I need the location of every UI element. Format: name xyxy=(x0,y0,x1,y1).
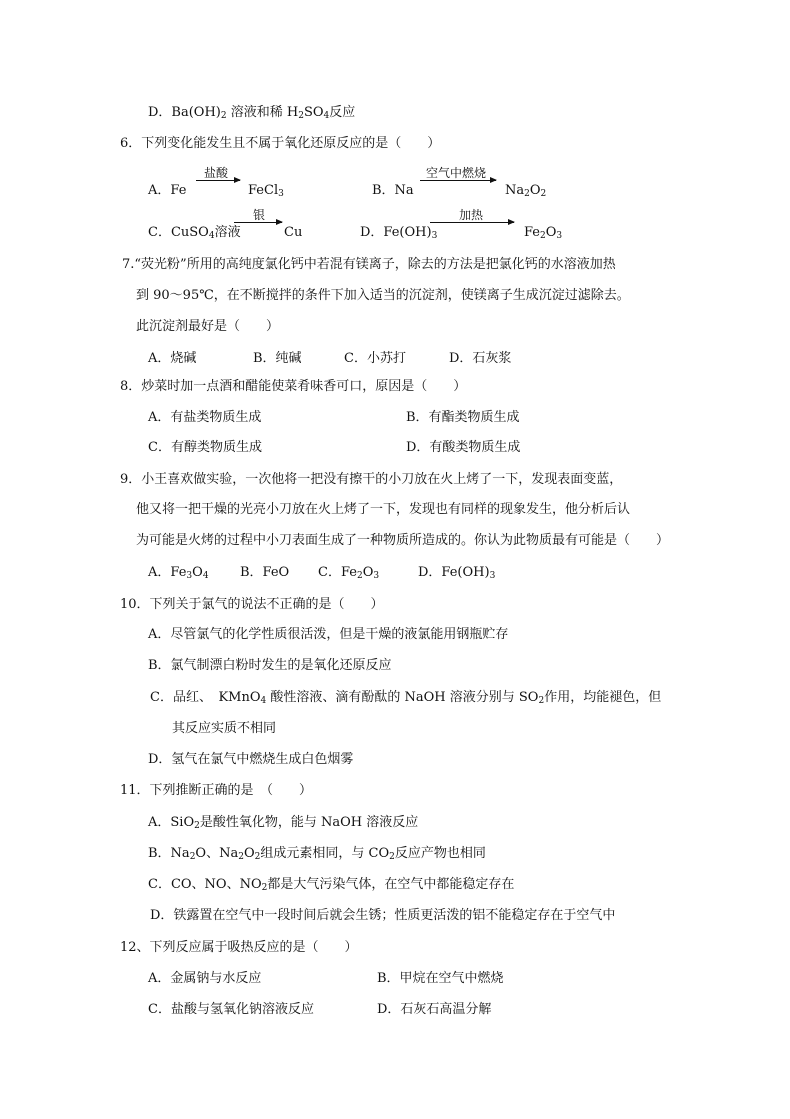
q10-option-b: B．氯气制漂白粉时发生的是氧化还原反应 xyxy=(148,658,392,673)
q6-option-d-condition: 加热 xyxy=(459,208,484,222)
q8-option-c: C．有醇类物质生成 xyxy=(148,440,262,455)
q10-stem: 10．下列关于氯气的说法不正确的是（ ） xyxy=(120,597,384,612)
q10-option-c: C．品红、 KMnO$_4$ 酸性溶液、滴有酚酞的 NaOH 溶液分别与 $SO_2$作用，均能褪色，但 xyxy=(150,690,662,706)
q12-stem: 12、下列反应属于吸热反应的是（ ） xyxy=(120,940,358,955)
q6-option-d-reactant: D．$Fe(OH)_3$ xyxy=(360,225,438,241)
q6-option-c-reactant: C．CuSO$_4$溶液 xyxy=(148,225,241,241)
q5-option-d: D．$Ba(OH)_2$ 溶液和稀 $H_2SO_4$反应 xyxy=(148,105,356,121)
q6-option-a-product: FeCl$_3$ xyxy=(248,183,284,199)
q10-option-c-continued: 其反应实质不相同 xyxy=(172,721,277,736)
q7-stem-line-3: 此沉淀剂最好是（ ） xyxy=(136,319,280,334)
q12-option-a: A．金属钠与水反应 xyxy=(148,971,262,986)
q9-option-d: D．$Fe(OH)_3$ xyxy=(418,565,496,581)
q6-option-b-reactant: B．Na xyxy=(372,183,414,198)
q7-option-a: A．烧碱 xyxy=(148,351,197,366)
q12-option-d: D．石灰石高温分解 xyxy=(377,1002,492,1017)
q9-stem-line-3: 为可能是火烤的过程中小刀表面生成了一种物质所造成的。你认为此物质最有可能是（ ） xyxy=(136,533,670,548)
q6-option-a-reactant: A．Fe xyxy=(148,183,187,198)
q6-stem: 6．下列变化能发生且不属于氧化还原反应的是（ ） xyxy=(120,136,441,151)
q11-stem: 11．下列推断正确的是 （ ） xyxy=(120,783,313,798)
q11-option-a: A．SiO$_2$是酸性氧化物，能与 NaOH 溶液反应 xyxy=(148,815,419,831)
q7-option-c: C．小苏打 xyxy=(344,351,406,366)
q6-option-c-product: Cu xyxy=(284,225,303,240)
q9-option-c: C．$Fe_2O_3$ xyxy=(318,565,380,581)
q10-option-d: D．氢气在氯气中燃烧生成白色烟雾 xyxy=(148,752,354,767)
q7-stem-line-2: 到 90～95℃，在不断搅拌的条件下加入适当的沉淀剂，使镁离子生成沉淀过滤除去。 xyxy=(136,288,630,303)
q11-option-b: B．$Na_2O$、$Na_2O_2$组成元素相同，与 $CO_2$反应产物也相同 xyxy=(148,846,486,862)
q9-stem-line-1: 9．小王喜欢做实验，一次他将一把没有擦干的小刀放在火上烤了一下，发现表面变蓝， xyxy=(120,472,623,487)
q10-option-a: A．尽管氯气的化学性质很活泼，但是干燥的液氯能用钢瓶贮存 xyxy=(148,627,509,642)
q6-option-c-condition: 银 xyxy=(253,208,266,222)
q9-option-a: A．$Fe_3O_4$ xyxy=(148,565,209,581)
q8-option-d: D．有酸类物质生成 xyxy=(406,440,521,455)
q7-option-d: D．石灰浆 xyxy=(449,351,512,366)
q12-option-b: B．甲烷在空气中燃烧 xyxy=(377,971,504,986)
q6-option-d-product: $Fe_2O_3$ xyxy=(524,225,563,241)
q6-option-d-arrow xyxy=(430,222,514,223)
q11-option-d: D．铁露置在空气中一段时间后就会生锈；性质更活泼的铝不能稳定存在于空气中 xyxy=(150,908,616,923)
q9-stem-line-2: 他又将一把干燥的光亮小刀放在火上烤了一下，发现也有同样的现象发生，他分析后认 xyxy=(136,502,631,517)
q6-option-b-arrow xyxy=(420,180,496,181)
q7-option-b: B．纯碱 xyxy=(253,351,302,366)
q7-stem-line-1: 7.“荧光粉”所用的高纯度氯化钙中若混有镁离子，除去的方法是把氯化钙的水溶液加热 xyxy=(122,257,616,272)
q8-option-a: A．有盐类物质生成 xyxy=(148,410,262,425)
q6-option-b-product: $Na_2O_2$ xyxy=(505,183,547,199)
q6-option-a-condition: 盐酸 xyxy=(204,166,229,180)
q6-option-c-arrow xyxy=(234,222,282,223)
q8-stem: 8．炒菜时加一点酒和醋能使菜肴味香可口，原因是（ ） xyxy=(120,379,467,394)
q11-option-c: C．CO、NO、$NO_2$都是大气污染气体，在空气中都能稳定存在 xyxy=(148,877,515,893)
q12-option-c: C．盐酸与氢氧化钠溶液反应 xyxy=(148,1002,314,1017)
q6-option-a-arrow xyxy=(196,180,240,181)
q9-option-b: B．FeO xyxy=(240,565,290,580)
q8-option-b: B．有酯类物质生成 xyxy=(406,410,520,425)
q6-option-b-condition: 空气中燃烧 xyxy=(426,166,487,180)
